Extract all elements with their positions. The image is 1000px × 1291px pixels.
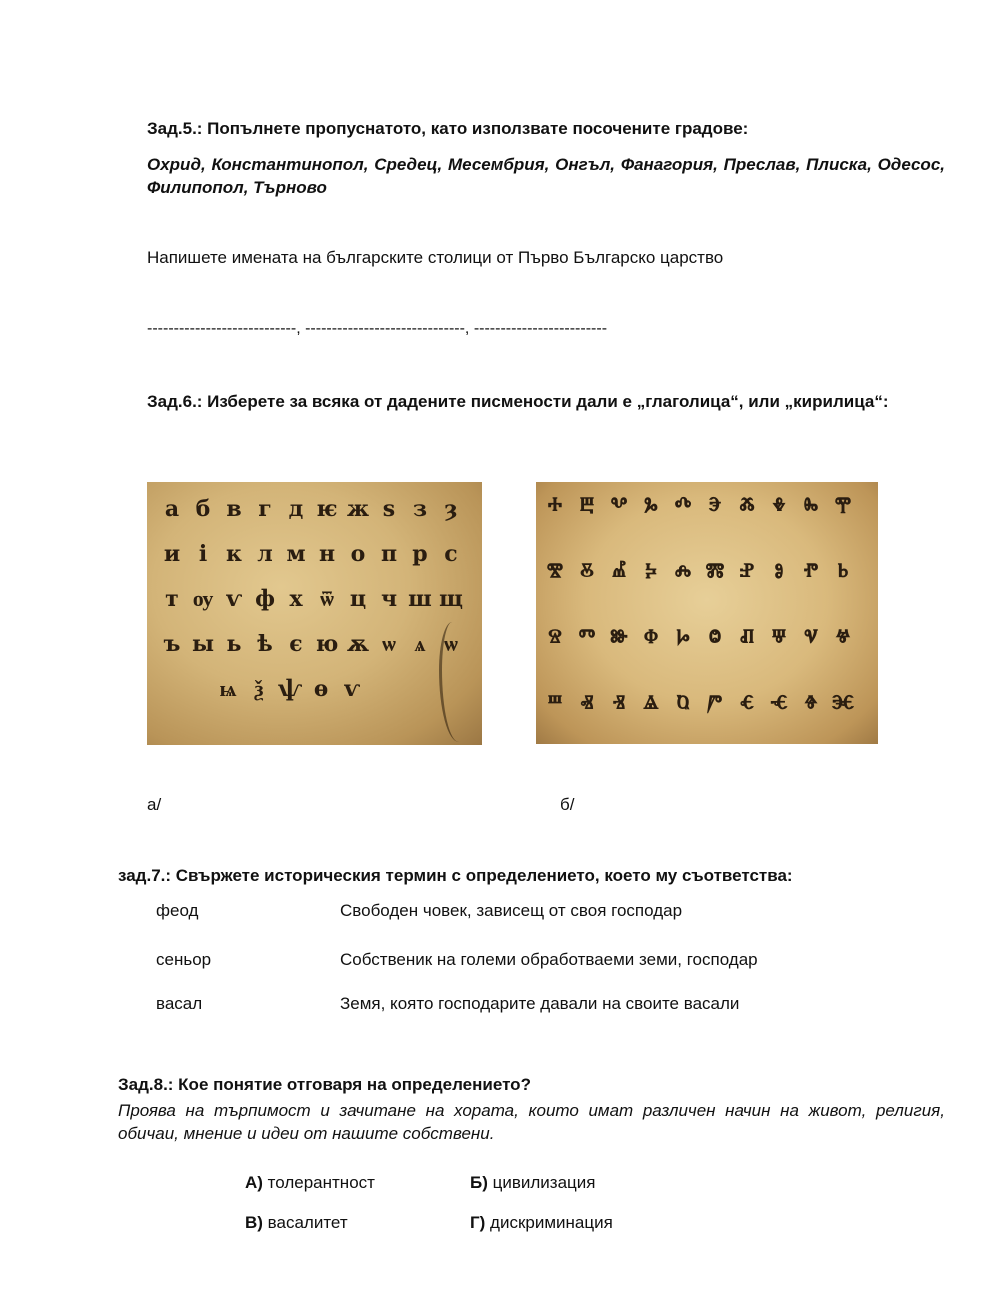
cyrillic-letter: х [289,586,303,612]
term-vasal[interactable]: васал [156,994,203,1013]
cyrillic-letter: с [444,541,458,567]
glagolitic-alphabet-image [536,482,878,744]
cyrillic-letter: ж [346,496,370,522]
option-g-text: дискриминация [485,1213,613,1232]
cyrillic-letter: б [195,496,211,522]
glagolitic-letter: ⰵ [708,492,722,522]
cyrillic-letter: ь [226,631,242,657]
task5-heading: Зад.5.: Попълнете пропуснатото, като използвате посочените градове: [147,119,749,138]
cyrillic-letter: є [289,631,303,657]
option-v-letter: В) [245,1213,263,1232]
glagolitic-letter: ⱔ [740,690,754,720]
cyrillic-letter: ч [380,586,398,612]
cyrillic-letter: т [165,586,179,612]
glagolitic-letter: ⰻ [580,558,594,588]
image-a-label: а/ [147,795,162,814]
cyrillic-letter: ф [255,586,275,612]
task8-definition: Проява на търпимост и зачитане на хората, които имат различен начин на живот, религия, обичаи, мнение и идеи от нашите собствени. [118,1101,945,1143]
option-v[interactable] [245,1213,348,1233]
cyrillic-alphabet-image [147,482,482,745]
cyrillic-letter: ю [315,631,339,657]
cyrillic-letter: ѡ [444,631,458,657]
glagolitic-letter: ⱎ [547,690,563,720]
glagolitic-letter: ⱏ [580,690,594,720]
glagolitic-letter: ⱈ [676,624,690,654]
cyrillic-letter: ы [191,631,215,657]
cyrillic-letter: ѵ [343,676,361,702]
glagolitic-letter: ⱉ [708,624,722,654]
glagolitic-letter: ⰽ [645,558,657,588]
glagolitic-letter: ⱀ [739,558,755,588]
glagolitic-letter: ⱐ [612,690,626,720]
glagolitic-letter: ⰱ [579,492,595,522]
cyrillic-letter: а [164,496,180,522]
definition-2[interactable]: Собственик на големи обработваеми земи, господар [340,950,758,969]
cyrillic-letter: ц [349,586,367,612]
task8-heading: Зад.8.: Кое понятие отговаря на определението? [118,1075,531,1094]
cyrillic-letter: ѕ [382,496,396,522]
glagolitic-letter: ⱖ [804,690,818,720]
cyrillic-letter: і [198,541,208,567]
glagolitic-letter: ⱍ [835,624,851,654]
task7-heading: зад.7.: Свържете историческия термин с определението, което му съответства: [118,866,793,885]
glagolitic-letter: ⰾ [674,558,692,588]
glagolitic-letter: ⱊ [739,624,755,654]
cyrillic-letter: з [412,496,428,522]
task5-question: Напишете имената на българските столици от Първо Българско царство [147,248,724,267]
glagolitic-letter: ⱕ [770,690,788,720]
image-b-label: б/ [560,795,575,814]
task5-cities: Охрид, Константинопол, Средец, Месембрия, Онгъл, Фанагория, Преслав, Плиска, Одесос, Филипопол, Търново [147,155,945,197]
option-v-text: васалитет [262,1213,348,1232]
cyrillic-letter: ѳ [313,676,329,702]
cyrillic-letter: в [226,496,242,522]
glagolitic-letter: ⰰ [547,492,563,522]
cyrillic-letter: ш [408,586,432,612]
cyrillic-letter: ѵ [225,586,243,612]
glagolitic-letter: ⰺ [546,558,564,588]
cyrillic-letter: щ [439,586,463,612]
glagolitic-letter: ⱄ [548,624,562,654]
cyrillic-letter: ѡ [382,631,396,657]
glagolitic-letter: ⱓ [707,690,723,720]
option-b-letter: Б) [470,1173,488,1192]
option-a-text: толерантност [262,1173,375,1192]
glagolitic-letter: ⱇ [643,624,659,654]
glagolitic-letter: ⱑ [643,690,659,720]
glagolitic-letter: ⰼ [611,558,626,588]
glagolitic-letter: ⰶ [739,492,755,522]
glagolitic-letter: ⱒ [676,690,690,720]
glagolitic-letter: ⱂ [803,558,819,588]
cyrillic-letter: о [350,541,366,567]
option-g-letter: Г) [470,1213,486,1232]
cyrillic-letter: ѧ [414,631,426,657]
option-a[interactable] [245,1173,375,1193]
cyrillic-letter: ѹ [192,586,214,612]
cyrillic-letter: ѫ [346,631,370,657]
glagolitic-letter: ⰹ [834,492,852,522]
cyrillic-letter: ȝ [444,496,458,522]
cyrillic-letter: ѣ [257,631,273,657]
glagolitic-letter: ⰿ [705,558,725,588]
option-b-text: цивилизация [487,1173,596,1192]
option-a-letter: А) [245,1173,263,1192]
glagolitic-letter: ⱋ [771,624,787,654]
glagolitic-letter: ⱃ [837,558,849,588]
definition-3[interactable]: Земя, която господарите давали на своите васали [340,994,740,1013]
cyrillic-letter: к [226,541,242,567]
task6-heading: Зад.6.: Изберете за всяка от дадените писмености дали е „глаголица“, или „кирилица“: [147,392,889,411]
cyrillic-letter: г [258,496,272,522]
cyrillic-letter: д [288,496,304,522]
task5-answer-blanks[interactable]: ----------------------------, ------------------------------, ------------------------- [147,320,608,337]
option-g[interactable] [470,1213,613,1233]
cyrillic-letter: ъ [163,631,181,657]
cyrillic-letter: ѥ [316,496,338,522]
glagolitic-letter: ⰸ [803,492,819,522]
cyrillic-letter: ѱ [277,676,303,702]
glagolitic-letter: ⱌ [804,624,818,654]
cyrillic-letter: л [257,541,273,567]
glagolitic-letter: ⱆ [610,624,628,654]
option-b[interactable] [470,1173,595,1193]
cyrillic-letter: м [286,541,306,567]
glagolitic-letter: ⰴ [674,492,692,522]
cyrillic-letter: ѩ [219,676,237,702]
definition-1[interactable]: Свободен човек, зависещ от своя господар [340,901,683,920]
term-senior[interactable]: сеньор [156,950,212,969]
glagolitic-letter: ⰷ [772,492,786,522]
cyrillic-letter: п [380,541,398,567]
glagolitic-letter: ⱅ [578,624,596,654]
cyrillic-letter: ѯ [254,676,264,702]
cyrillic-letter: и [163,541,181,567]
cyrillic-letter: н [318,541,336,567]
glagolitic-letter: ⰲ [610,492,628,522]
glagolitic-letter: ⱁ [774,558,784,588]
term-feod[interactable]: феод [156,901,199,920]
glagolitic-letter: ⱗ [831,690,855,720]
glagolitic-letter: ⰳ [644,492,658,522]
cyrillic-letter: ѿ [320,586,334,612]
cyrillic-letter: р [412,541,428,567]
